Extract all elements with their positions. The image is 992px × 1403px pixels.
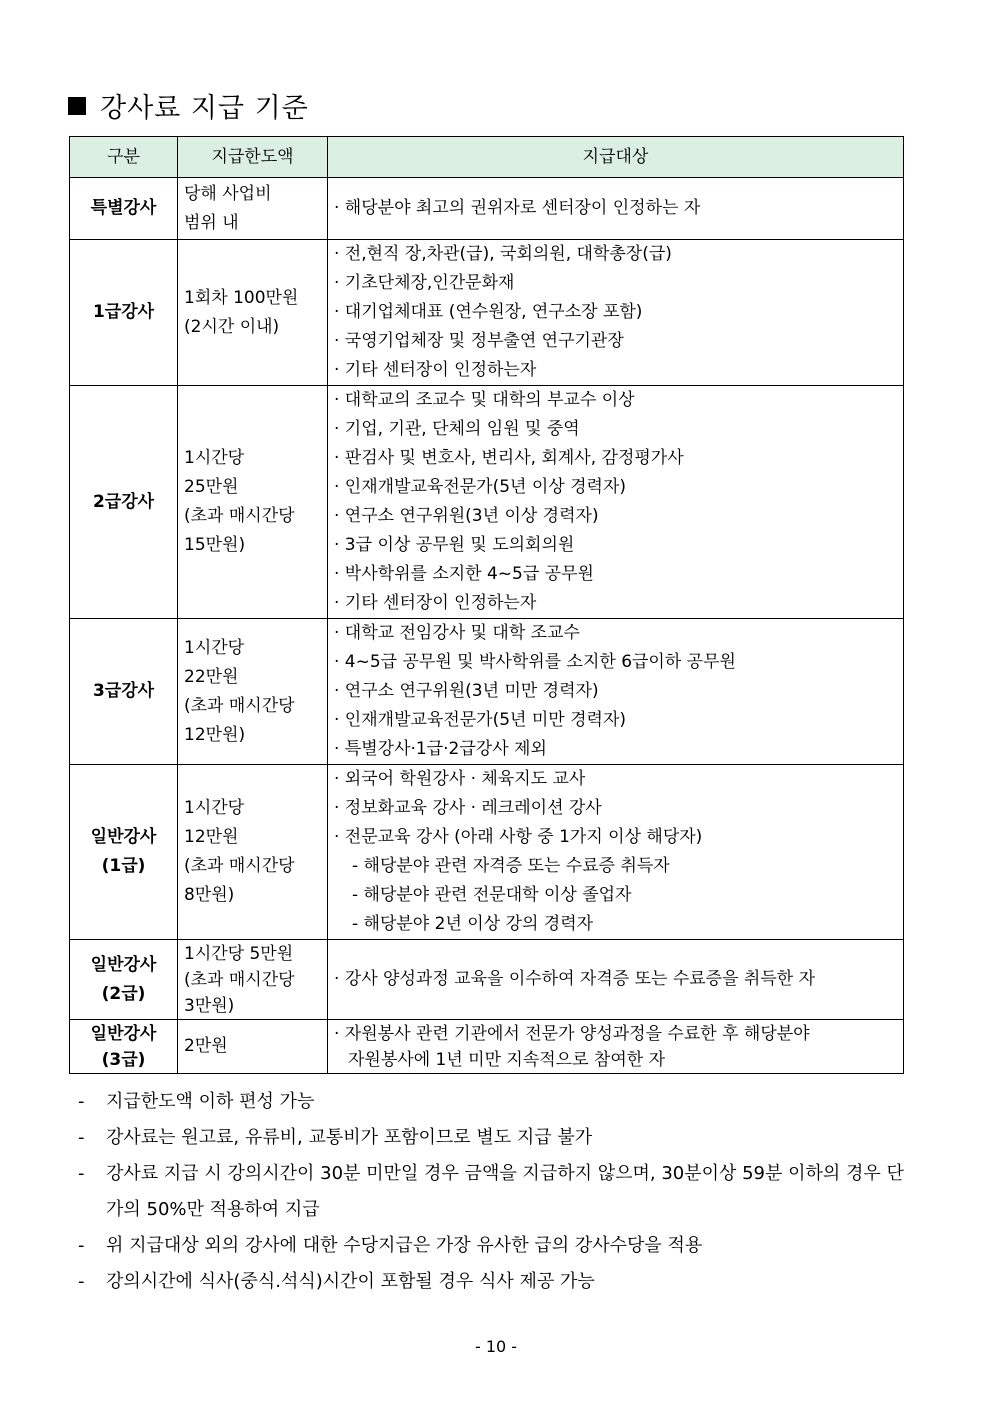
table-row [70, 940, 904, 1020]
limit-line: 3만원) [184, 995, 235, 1016]
target-item: · 연구소 연구위원(3년 미만 경력자) [334, 681, 599, 701]
limit-line: 1시간당 5만원 [184, 943, 294, 964]
page-number: - 10 - [474, 1337, 518, 1356]
target-cell [328, 240, 904, 386]
target-item: · 기타 센터장이 인정하는자 [334, 593, 537, 613]
lecturer-fee-table [69, 136, 904, 1074]
table-row [70, 765, 904, 940]
category-cell [70, 1020, 178, 1074]
category-label: (3급) [101, 1049, 146, 1070]
category-label: (1급) [101, 856, 146, 876]
table-header-row [70, 137, 904, 178]
note-item [78, 1084, 918, 1120]
header-target: 지급대상 [328, 137, 904, 178]
target-item: · 해당분야 최고의 권위자로 센터장이 인정하는 자 [334, 198, 701, 218]
note-dash: - [78, 1163, 85, 1184]
target-item: · 4~5급 공무원 및 박사학위를 소지한 6급이하 공무원 [334, 652, 736, 672]
square-bullet-icon [68, 97, 86, 115]
note-dash: - [78, 1127, 85, 1148]
limit-line: 12만원) [184, 724, 246, 745]
target-item: · 박사학위를 소지한 4~5급 공무원 [334, 564, 594, 584]
target-item: · 대학교 전임강사 및 대학 조교수 [334, 623, 580, 643]
category-cell [70, 619, 178, 765]
category-cell [70, 386, 178, 619]
limit-line: (초과 매시간당 [184, 856, 295, 876]
limit-line: (초과 매시간당 [184, 969, 295, 990]
note-dash: - [78, 1091, 85, 1112]
target-item: · 전,현직 장,차관(급), 국회의원, 대학총장(급) [334, 244, 672, 264]
target-item: · 판검사 및 변호사, 변리사, 회계사, 감정평가사 [334, 448, 684, 468]
section-title: 강사료 지급 기준 [100, 93, 309, 124]
section-heading [68, 86, 309, 125]
limit-line: 1시간당 [184, 637, 245, 658]
note-item [78, 1264, 918, 1300]
target-cell [328, 178, 904, 240]
limit-line: (초과 매시간당 [184, 506, 295, 526]
limit-line: 2만원 [184, 1036, 228, 1056]
notes-list [78, 1084, 918, 1300]
category-cell [70, 178, 178, 240]
table-row [70, 240, 904, 386]
category-label: 일반강사 [90, 827, 157, 847]
limit-line: (2시간 이내) [184, 316, 280, 337]
target-item: · 대기업체대표 (연수원장, 연구소장 포함) [334, 302, 643, 322]
note-text: 위 지급대상 외의 강사에 대한 수당지급은 가장 유사한 급의 강사수당을 적용 [106, 1235, 703, 1256]
category-cell [70, 940, 178, 1020]
category-label: 일반강사 [90, 954, 157, 975]
category-label: 일반강사 [90, 1023, 157, 1044]
note-text: 지급한도액 이하 편성 가능 [106, 1091, 315, 1112]
note-item [78, 1120, 918, 1156]
category-label: 2급강사 [92, 491, 155, 512]
target-item: · 자원봉사 관련 기관에서 전문가 양성과정을 수료한 후 해당분야 [334, 1023, 810, 1044]
limit-cell [178, 765, 328, 940]
table-row [70, 619, 904, 765]
limit-cell [178, 240, 328, 386]
target-cell [328, 386, 904, 619]
target-item: · 기초단체장,인간문화재 [334, 273, 515, 293]
target-subitem: - 해당분야 관련 전문대학 이상 졸업자 [352, 885, 632, 905]
target-item: · 특별강사·1급·2급강사 제외 [334, 739, 547, 759]
header-category: 구분 [70, 137, 178, 178]
limit-line: 8만원) [184, 885, 235, 905]
limit-line: 범위 내 [184, 212, 239, 233]
target-item: · 연구소 연구위원(3년 이상 경력자) [334, 506, 599, 526]
limit-line: 15만원) [184, 535, 246, 555]
limit-cell [178, 1020, 328, 1074]
target-item: · 대학교의 조교수 및 대학의 부교수 이상 [334, 390, 635, 410]
target-item: · 인재개발교육전문가(5년 미만 경력자) [334, 710, 627, 730]
target-subitem: - 해당분야 2년 이상 강의 경력자 [352, 914, 594, 934]
category-cell [70, 765, 178, 940]
table-row [70, 178, 904, 240]
target-cell [328, 765, 904, 940]
target-item: · 정보화교육 강사 · 레크레이션 강사 [334, 798, 602, 818]
category-cell [70, 240, 178, 386]
target-item: 자원봉사에 1년 미만 지속적으로 참여한 자 [348, 1049, 666, 1070]
limit-line: 22만원 [184, 666, 239, 687]
category-label: (2급) [101, 983, 146, 1004]
table-row [70, 386, 904, 619]
note-text: 강사료 지급 시 강의시간이 30분 미만일 경우 금액을 지급하지 않으며, 30분이상 59분 이하의 경우 단가의 50%만 적용하여 지급 [106, 1163, 904, 1220]
target-cell [328, 940, 904, 1020]
note-item [78, 1156, 918, 1228]
category-label: 특별강사 [90, 198, 157, 218]
header-limit: 지급한도액 [178, 137, 328, 178]
target-item: · 3급 이상 공무원 및 도의회의원 [334, 535, 575, 555]
limit-cell [178, 619, 328, 765]
limit-line: 1회차 100만원 [184, 287, 299, 308]
note-text: 강사료는 원고료, 유류비, 교통비가 포함이므로 별도 지급 불가 [106, 1127, 593, 1148]
target-item: · 외국어 학원강사 · 체육지도 교사 [334, 769, 586, 789]
target-item: · 인재개발교육전문가(5년 이상 경력자) [334, 477, 627, 497]
limit-cell [178, 178, 328, 240]
target-item: · 강사 양성과정 교육을 이수하여 자격증 또는 수료증을 취득한 자 [334, 969, 816, 989]
target-cell [328, 619, 904, 765]
category-label: 3급강사 [92, 681, 155, 701]
table-row [70, 1020, 904, 1074]
note-dash: - [78, 1235, 85, 1256]
limit-line: 25만원 [184, 477, 239, 497]
limit-cell [178, 386, 328, 619]
note-text: 강의시간에 식사(중식.석식)시간이 포함될 경우 식사 제공 가능 [106, 1271, 595, 1292]
target-item: · 기업, 기관, 단체의 임원 및 중역 [334, 419, 580, 439]
limit-line: 12만원 [184, 827, 239, 847]
note-item [78, 1228, 918, 1264]
target-item: · 전문교육 강사 (아래 사항 중 1가지 이상 해당자) [334, 827, 703, 847]
target-item: · 기타 센터장이 인정하는자 [334, 360, 537, 380]
target-cell [328, 1020, 904, 1074]
limit-line: 1시간당 [184, 798, 245, 818]
category-label: 1급강사 [92, 302, 155, 322]
limit-line: 1시간당 [184, 448, 245, 468]
target-item: · 국영기업체장 및 정부출연 연구기관장 [334, 331, 624, 351]
limit-line: 당해 사업비 [184, 183, 272, 204]
limit-cell [178, 940, 328, 1020]
target-subitem: - 해당분야 관련 자격증 또는 수료증 취득자 [352, 856, 670, 876]
limit-line: (초과 매시간당 [184, 695, 295, 716]
note-dash: - [78, 1271, 85, 1292]
